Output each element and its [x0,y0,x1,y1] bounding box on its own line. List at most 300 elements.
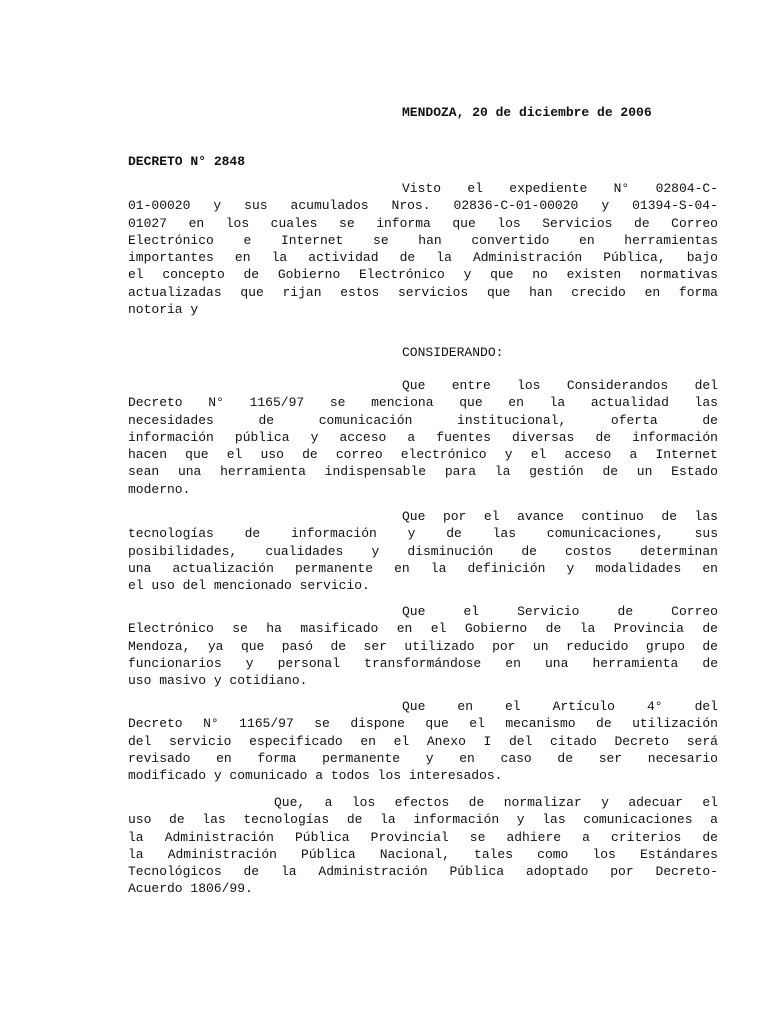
word: estos [340,284,380,300]
word: se [469,829,486,845]
word: los [497,215,521,231]
word: transformándose [364,655,482,671]
word: el [393,733,410,749]
word: Estado [671,464,718,480]
word: 01027 [128,215,168,231]
paragraph-line [128,412,718,429]
word: Pública [294,829,350,845]
word: de [702,829,718,845]
word: rijan [282,284,322,300]
word: definición [467,560,546,576]
word: de [702,638,718,654]
word: se [314,716,330,732]
word: importantes [128,250,214,266]
word: y [245,655,254,671]
word: Correo [671,215,718,231]
word: efectos [394,795,450,810]
paragraph-line [128,180,718,197]
word: Administración [318,864,428,880]
word: especificado [249,733,343,749]
word: uso [151,578,175,594]
word: cualidades [265,543,344,559]
paragraph-line [128,750,718,767]
word: en [702,560,718,576]
word: Nros. [391,198,431,214]
word: normalizar [503,795,582,810]
word: pública [234,429,290,445]
paragraph-line [128,829,718,846]
word: a [710,812,718,828]
word: de [596,716,612,732]
word: Correo [671,604,718,619]
word: modalidades [595,560,682,576]
word: por [492,638,516,654]
word: por [610,864,634,880]
word: los [225,215,250,231]
word: de [346,812,363,828]
word: las [202,812,226,828]
paragraph-line [128,377,718,394]
word: y [463,267,472,283]
word: 1165/97 [239,716,294,732]
word: concepto [162,267,225,283]
word: ser [598,750,623,766]
word: un [636,464,653,480]
word: acceso [339,429,387,445]
word: se [329,395,346,411]
paragraph-line [128,620,718,637]
word: comunicaciones, [546,526,664,542]
word: necesario [647,750,718,766]
paragraph-line [128,481,718,498]
word: que [486,284,511,300]
paragraph-line [128,715,718,732]
word: Visto [402,181,442,196]
word: dispone [350,716,405,732]
word: Considerandos [566,378,669,393]
word: Estándares [639,846,718,862]
word: y [516,812,525,828]
word: en [505,655,521,671]
word: diversas [511,429,575,445]
word: y [190,302,199,318]
paragraph-considerando-4 [128,698,718,784]
word: adoptado [525,864,589,880]
word: la [549,395,566,411]
word: en [394,560,410,576]
word: en [644,284,661,300]
word: se [232,621,248,637]
word: y [504,447,513,463]
word: y [213,673,222,689]
word: actividad [308,250,379,266]
word: de [169,812,185,828]
word: permanente [322,750,401,766]
word: comunicado [229,768,308,784]
word: comunicaciones [583,812,693,828]
word: Que [402,378,426,393]
word: Decreto- [655,864,718,880]
word: los [351,795,376,810]
word: acumulados [290,198,369,214]
word: utilizado [404,638,475,654]
word: informa [376,215,431,231]
word: utilización [632,716,718,732]
word: y [213,198,222,214]
word: 4° [646,699,663,714]
word: uso [128,673,152,689]
word: herramienta [592,655,679,671]
word: uso [128,812,152,828]
word: institucional, [457,412,567,428]
word: de [302,447,318,463]
paragraph-line [128,638,718,655]
word: se [339,215,355,231]
word: acceso [564,447,612,463]
word: no [532,267,548,283]
word: información [291,526,377,542]
word: forma [678,284,718,300]
word: masificado [300,621,379,637]
paragraph-line [128,301,718,318]
paragraph-considerando-5 [128,794,718,898]
word: entre [451,378,491,393]
word: modificado [128,768,207,784]
word: 01-00020 [128,198,191,214]
word: servicio [169,733,232,749]
paragraph-line [128,284,718,301]
paragraph-line [128,811,718,828]
word: de [545,621,562,637]
word: uso [260,447,284,463]
word: el [504,699,521,714]
word: expediente [509,181,588,196]
word: servicio. [299,578,370,594]
word: Decreto [128,395,183,411]
word: de [702,621,718,637]
word: Servicio [517,604,580,619]
word: el [530,447,547,463]
word: han [418,232,442,248]
word: que [240,638,265,654]
word: la [128,829,144,845]
word: N° [203,716,219,732]
word: adhiere [506,829,562,845]
word: la [280,864,297,880]
paragraph-line [128,525,718,542]
word: Gobierno [464,621,528,637]
word: la [436,250,452,266]
word: será [686,733,718,749]
word: la [128,846,144,862]
paragraph-line [128,794,718,811]
word: I [483,733,492,749]
word: fuentes [436,429,491,445]
word: las [542,812,566,828]
word: un [532,638,549,654]
word: pasó [281,638,314,654]
word: Administración [164,829,274,845]
word: ha [266,621,282,637]
word: en [396,621,413,637]
word: de [399,250,416,266]
word: grupo [645,638,685,654]
paragraph-line [128,603,718,620]
word: ser [363,638,387,654]
word: actualización [172,560,274,576]
word: tecnologías [243,812,330,828]
word: de [258,412,275,428]
word: actualizadas [128,284,222,300]
word: el [463,604,480,619]
paragraph-line [128,446,718,463]
paragraph-line [128,215,718,232]
word: que [490,267,514,283]
word: como [537,846,569,862]
paragraph-line [128,560,718,577]
word: sus [244,198,268,214]
word: una [177,464,202,480]
word: en [457,699,473,714]
paragraph-considerando-2 [128,508,718,594]
word: todos [330,768,370,784]
word: Que [402,604,426,619]
word: los [377,768,402,784]
paragraph-line [128,880,718,897]
word: Electrónico [128,621,214,637]
word: en [360,733,376,749]
word: los [517,378,541,393]
word: citado [550,733,597,749]
word: Decreto [614,733,670,749]
word: tales [474,846,514,862]
word: hacen [128,447,168,463]
word: de [702,655,718,671]
paragraph-line [128,197,718,214]
word: del [182,578,207,594]
word: en [234,250,251,266]
word: y [213,768,222,784]
word: a [315,768,324,784]
word: las [694,509,718,524]
word: comunicación [318,412,413,428]
word: funcionarios [128,655,222,671]
word: gestión [529,464,584,480]
word: Administración [472,250,583,266]
word: caso [500,750,532,766]
word: en [579,232,595,248]
word: información [413,812,500,828]
paragraph-line [128,249,718,266]
word: el [128,267,144,283]
word: Que [402,509,426,524]
paragraph-line [128,672,718,689]
word: y [601,198,610,214]
word: servicios [398,284,469,300]
word: Gobierno [277,267,341,283]
word: a [407,429,416,445]
word: de [617,604,634,619]
word: 1165/97 [249,395,305,411]
word: se [373,232,389,248]
paragraph-line [128,394,718,411]
decree-number: DECRETO N° 2848 [128,154,246,169]
word: la [579,621,596,637]
paragraph-line [128,543,718,560]
word: una [544,655,569,671]
paragraph-considerando-1 [128,377,718,498]
paragraph-line [128,577,718,594]
word: de [446,526,462,542]
word: el [430,621,447,637]
word: y [407,526,416,542]
word: adecuar [628,795,683,810]
word: Tecnológicos [128,864,222,880]
word: Internet [280,232,344,248]
word: la [494,464,511,480]
word: la [430,560,447,576]
word: Que, [274,795,306,810]
word: determinan [639,543,718,559]
word: e [243,232,252,248]
word: el [128,578,144,594]
word: y [425,750,434,766]
word: correo [335,447,383,463]
word: continuo [581,509,644,524]
paragraph-considerando-3 [128,603,718,689]
word: Servicios [542,215,613,231]
paragraph-line [128,463,718,480]
word: permanente [294,560,373,576]
word: 02804-C- [655,181,718,196]
word: en [508,395,524,411]
word: Anexo [426,733,466,749]
word: crecido [571,284,626,300]
word: cuales [270,215,318,231]
paragraph-line [128,767,718,784]
paragraph-line [128,232,718,249]
paragraph-line [128,266,718,283]
word: en [188,215,205,231]
word: bajo [686,250,718,266]
word: notoria [128,302,183,318]
word: criterios [611,829,682,845]
word: normativas [639,267,718,283]
word: en [216,750,232,766]
word: Acuerdo [128,881,183,897]
word: Mendoza, [128,638,191,654]
word: 02836-C-01-00020 [453,198,579,214]
word: indispensable [324,464,427,480]
word: a [582,829,590,845]
word: a [324,795,333,810]
word: del [508,733,533,749]
word: el [226,447,243,463]
paragraph-visto [128,180,718,318]
word: el [467,181,483,196]
word: de [521,543,537,559]
word: Pública [301,846,356,862]
word: N° [613,181,630,196]
paragraph-line [128,698,718,715]
word: de [661,509,677,524]
word: Decreto [128,716,183,732]
word: forma [257,750,297,766]
word: sus [694,526,718,542]
word: de [595,429,612,445]
word: masivo [159,673,207,689]
word: menciona [371,395,434,411]
word: que [425,716,449,732]
word: herramienta [220,464,306,480]
word: sean [128,464,160,480]
word: disminución [407,543,494,559]
word: oferta [610,412,658,428]
word: revisado [128,750,191,766]
word: Provincia [613,621,684,637]
word: personal [277,655,341,671]
word: Electrónico [359,267,445,283]
word: 01394-S-04- [632,198,718,214]
word: Artículo [552,699,615,714]
word: información [632,429,718,445]
word: y [566,560,575,576]
paragraph-line [128,863,718,880]
word: moderno. [128,481,191,497]
word: la [271,250,288,266]
word: información [128,429,214,445]
word: electrónico [400,447,487,463]
word: los [592,846,616,862]
word: existen [566,267,622,283]
word: posibilidades, [128,543,238,559]
word: convertido [471,232,550,248]
word: a [629,447,638,463]
word: de [330,638,347,654]
word: avance [517,509,564,524]
word: una [128,560,152,576]
word: y [601,795,609,810]
word: necesidades [128,412,214,428]
word: N° [208,395,224,411]
word: el [702,795,718,810]
paragraph-line [128,508,718,525]
document-date: MENDOZA, 20 de diciembre de 2006 [402,105,652,120]
considering-heading: CONSIDERANDO: [402,345,504,360]
word: cotidiano. [229,673,308,689]
word: ya [207,638,224,654]
word: por [442,509,467,524]
word: Provincial [370,829,449,845]
word: del [128,733,152,749]
word: para [444,464,477,480]
word: de [243,267,260,283]
word: de [244,526,261,542]
word: que [185,447,209,463]
word: Pública, [603,250,666,266]
word: y [371,543,380,559]
word: el [483,509,500,524]
word: mecanismo [505,716,576,732]
word: Que [402,699,426,714]
word: de [634,215,650,231]
word: mencionado [213,578,292,594]
word: herramientas [624,232,718,248]
word: el [469,716,485,732]
paragraph-line [128,733,718,750]
paragraph-line [128,655,718,672]
word: que [452,215,476,231]
